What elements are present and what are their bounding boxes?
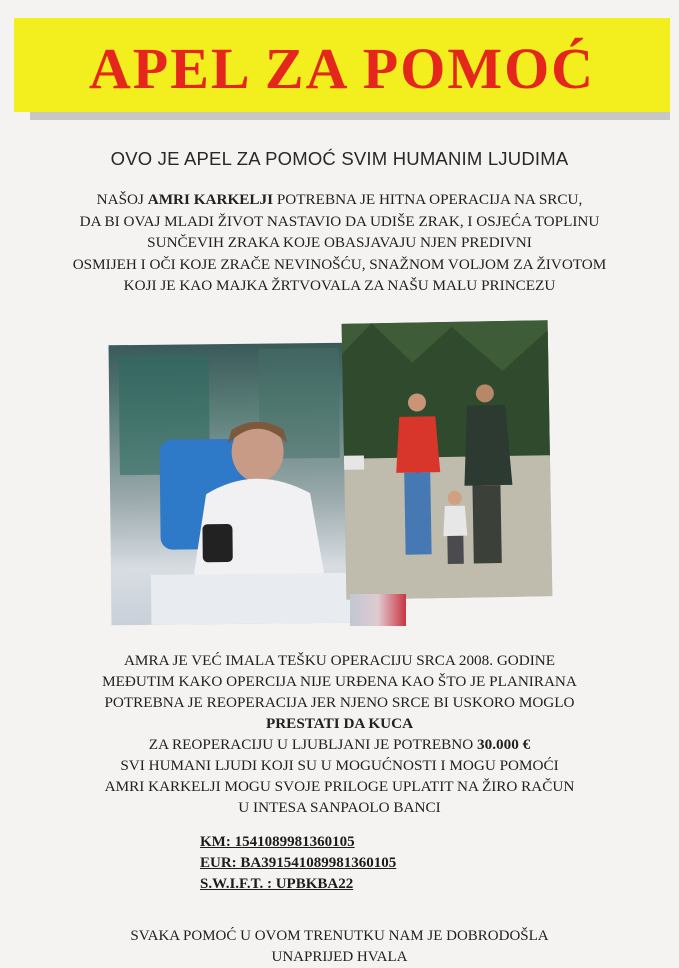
story-paragraph [0, 650, 679, 818]
bank-eur-iban: EUR: BA391541089981360105 [200, 855, 397, 871]
intro-line: OSMIJEH I OČI KOJE ZRAČE NEVINOŠĆU, SNAŽNOM VOLJOM ZA ŽIVOTOM [72, 255, 607, 273]
story-line: AMRI KARKELJI MOGU SVOJE PRILOGE UPLATIT NA ŽIRO RAČUN [104, 778, 575, 795]
amount-needed: 30.000 € [477, 736, 531, 753]
hospital-photo-art [109, 343, 352, 625]
photo-edge-strip [350, 594, 406, 626]
intro-line: SUNČEVIH ZRAKA KOJE OBASJAVAJU NJEN PREDIVNI [147, 234, 532, 251]
child-name: AMRI KARKELJI [147, 191, 274, 208]
story-line: SVI HUMANI LJUDI KOJI SU U MOGUĆNOSTI I MOGU POMOĆI [120, 757, 559, 774]
hospital-photo [109, 343, 352, 625]
family-photo-art [342, 320, 553, 600]
story-line [0, 734, 679, 755]
story-line [0, 713, 679, 734]
intro-line [0, 189, 679, 211]
story-line: AMRA JE VEĆ IMALA TEŠKU OPERACIJU SRCA 2008. GODINE [123, 652, 556, 669]
title-banner [14, 18, 670, 112]
intro-text: NAŠOJ [96, 191, 148, 208]
footer-text [0, 926, 679, 968]
intro-paragraph [0, 189, 679, 297]
family-photo [342, 320, 553, 600]
bank-km-account: KM: 1541089981360105 [200, 834, 355, 850]
intro-line: DA BI OVAJ MLADI ŽIVOT NASTAVIO DA UDIŠE ZRAK, I OSJEĆA TOPLINU [79, 212, 600, 230]
bank-swift: S.W.I.F.T. : UPBKBA22 [200, 876, 354, 892]
story-line: POTREBNA JE REOPERACIJA JER NJENO SRCE BI USKORO MOGLO [104, 694, 575, 711]
story-text: ZA REOPERACIJU U LJUBLJANI JE POTREBNO [148, 736, 478, 753]
poster-title: APEL ZA POMOĆ [88, 36, 596, 101]
story-line: MEĐUTIM KAKO OPERCIJA NIJE URĐENA KAO ŠTO JE PLANIRANA [102, 673, 577, 690]
footer-line: UNAPRIJED HVALA [271, 949, 408, 965]
story-line: U INTESA SANPAOLO BANCI [238, 799, 441, 816]
footer-line: SVAKA POMOĆ U OVOM TRENUTKU NAM JE DOBRODOŠLA [130, 928, 549, 944]
story-emphasis: PRESTATI DA KUCA [265, 715, 414, 732]
intro-line: KOJI JE KAO MAJKA ŽRTVOVALA ZA NAŠU MALU PRINCEZU [123, 277, 556, 294]
poster-subtitle: OVO JE APEL ZA POMOĆ SVIM HUMANIM LJUDIMA [110, 148, 569, 169]
bank-details [200, 832, 396, 895]
intro-text: POTREBNA JE HITNA OPERACIJA NA SRCU, [273, 191, 583, 208]
